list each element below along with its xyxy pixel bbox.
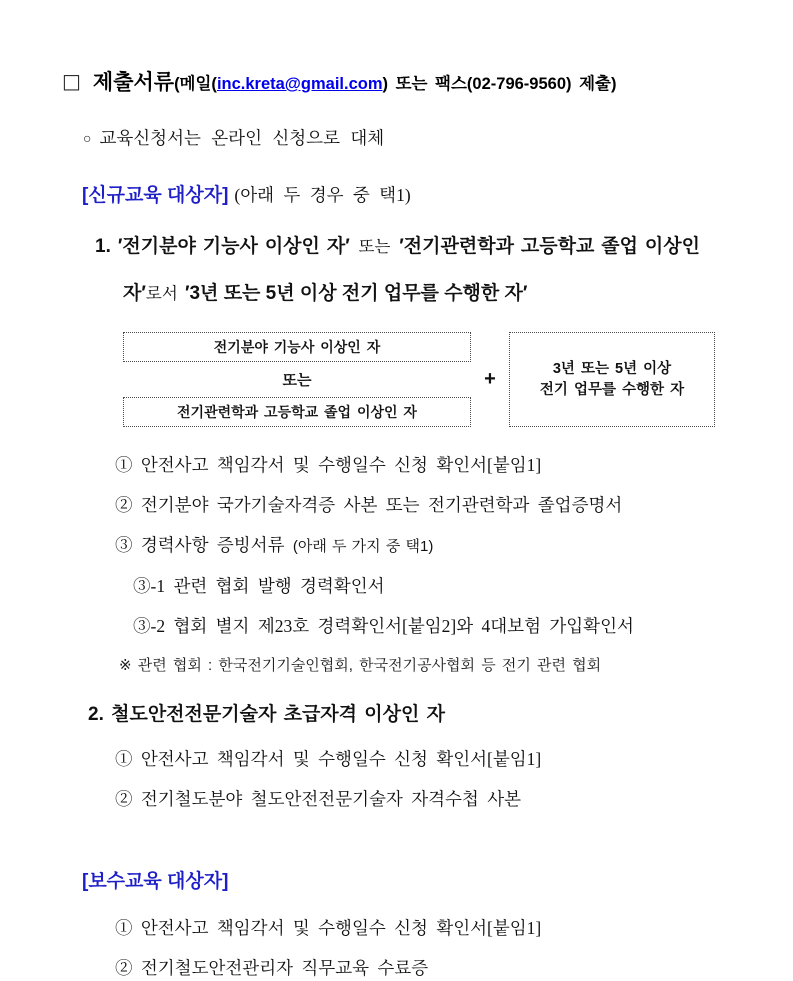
- case1-number: 1.: [95, 236, 111, 257]
- case1-qualification-paragraph: [95, 224, 700, 318]
- new-education-title: [신규교육 대상자]: [82, 185, 229, 206]
- submission-docs-heading: [62, 66, 737, 100]
- circle-bullet-icon: ○: [83, 132, 92, 147]
- plus-sign: +: [484, 368, 496, 390]
- doc-subitem-form23: ③-2 협회 별지 제23호 경력확인서[붙임2]와 4대보험 가입확인서: [133, 616, 634, 636]
- case2-document-list: [62, 747, 737, 812]
- doc-item-pledge: ① 안전사고 책임각서 및 수행일수 신청 확인서[붙임1]: [115, 749, 542, 769]
- new-education-section-heading: [82, 182, 737, 210]
- checkbox-icon: □: [62, 69, 81, 93]
- case1-qual-b: ′전기관련학과 고등학교 졸업 이상인 자′: [123, 236, 700, 304]
- doc-item-career-main: ③ 경력사항 증빙서류: [115, 535, 285, 555]
- doc-subitem-assoc-cert: ③-1 관련 협회 발행 경력확인서: [133, 576, 385, 596]
- case2-heading: 2. 철도안전전문기술자 초급자격 이상인 자: [88, 704, 445, 725]
- doc-item-license: ② 전기분야 국가기술자격증 사본 또는 전기관련학과 졸업증명서: [115, 495, 623, 515]
- case1-as: 로서: [145, 284, 185, 303]
- doc-item-completion-cert: ② 전기철도안전관리자 직무교육 수료증: [115, 958, 429, 978]
- refresher-document-list: [62, 916, 737, 981]
- qualification-diagram: [123, 332, 715, 427]
- diagram-experience-line1: 3년 또는 5년 이상: [552, 360, 672, 377]
- association-reference-note: ※ 관련 협회 : 한국전기기술인협회, 한국전기공사협회 등 전기 관련 협회: [119, 657, 602, 674]
- online-note-text: 교육신청서는 온라인 신청으로 대체: [99, 128, 385, 148]
- doc-item-career: [115, 533, 737, 559]
- doc-item-pledge: ① 안전사고 책임각서 및 수행일수 신청 확인서[붙임1]: [115, 918, 542, 938]
- new-education-choice-note: (아래 두 경우 중 택1): [234, 185, 411, 205]
- refresher-title: [보수교육 대상자]: [82, 871, 229, 892]
- doc-item-pledge: ① 안전사고 책임각서 및 수행일수 신청 확인서[붙임1]: [115, 455, 542, 475]
- doc-item-career-note: (아래 두 가지 중 택1): [292, 538, 434, 555]
- heading-method-post: ) 또는 팩스(02-796-9560) 제출): [382, 75, 617, 93]
- diagram-box-highschool-label: 전기관련학과 고등학교 졸업 이상인 자: [177, 404, 417, 420]
- diagram-or-label: 또는: [282, 372, 312, 389]
- heading-method-pre: (메일(: [174, 75, 217, 93]
- heading-title: 제출서류: [92, 71, 175, 94]
- doc-item-rail-cert: ② 전기철도분야 철도안전전문기술자 자격수첩 사본: [115, 789, 522, 809]
- diagram-box-experience: [509, 332, 715, 427]
- diagram-box-technician-label: 전기분야 기능사 이상인 자: [213, 339, 381, 355]
- refresher-section-heading: [82, 868, 737, 896]
- case1-document-list: [62, 453, 737, 677]
- email-link[interactable]: inc.kreta@gmail.com: [216, 75, 383, 93]
- case1-or: 또는: [349, 237, 400, 256]
- diagram-experience-line2: 전기 업무를 수행한 자: [539, 381, 685, 398]
- diagram-box-highschool: [123, 397, 471, 427]
- case1-experience: ′3년 또는 5년 이상 전기 업무를 수행한 자′: [184, 283, 528, 304]
- online-substitute-note: [83, 126, 737, 152]
- diagram-box-technician: [123, 332, 471, 362]
- case1-qual-a: ′전기분야 기능사 이상인 자′: [117, 236, 350, 257]
- diagram-left-column: [123, 332, 471, 427]
